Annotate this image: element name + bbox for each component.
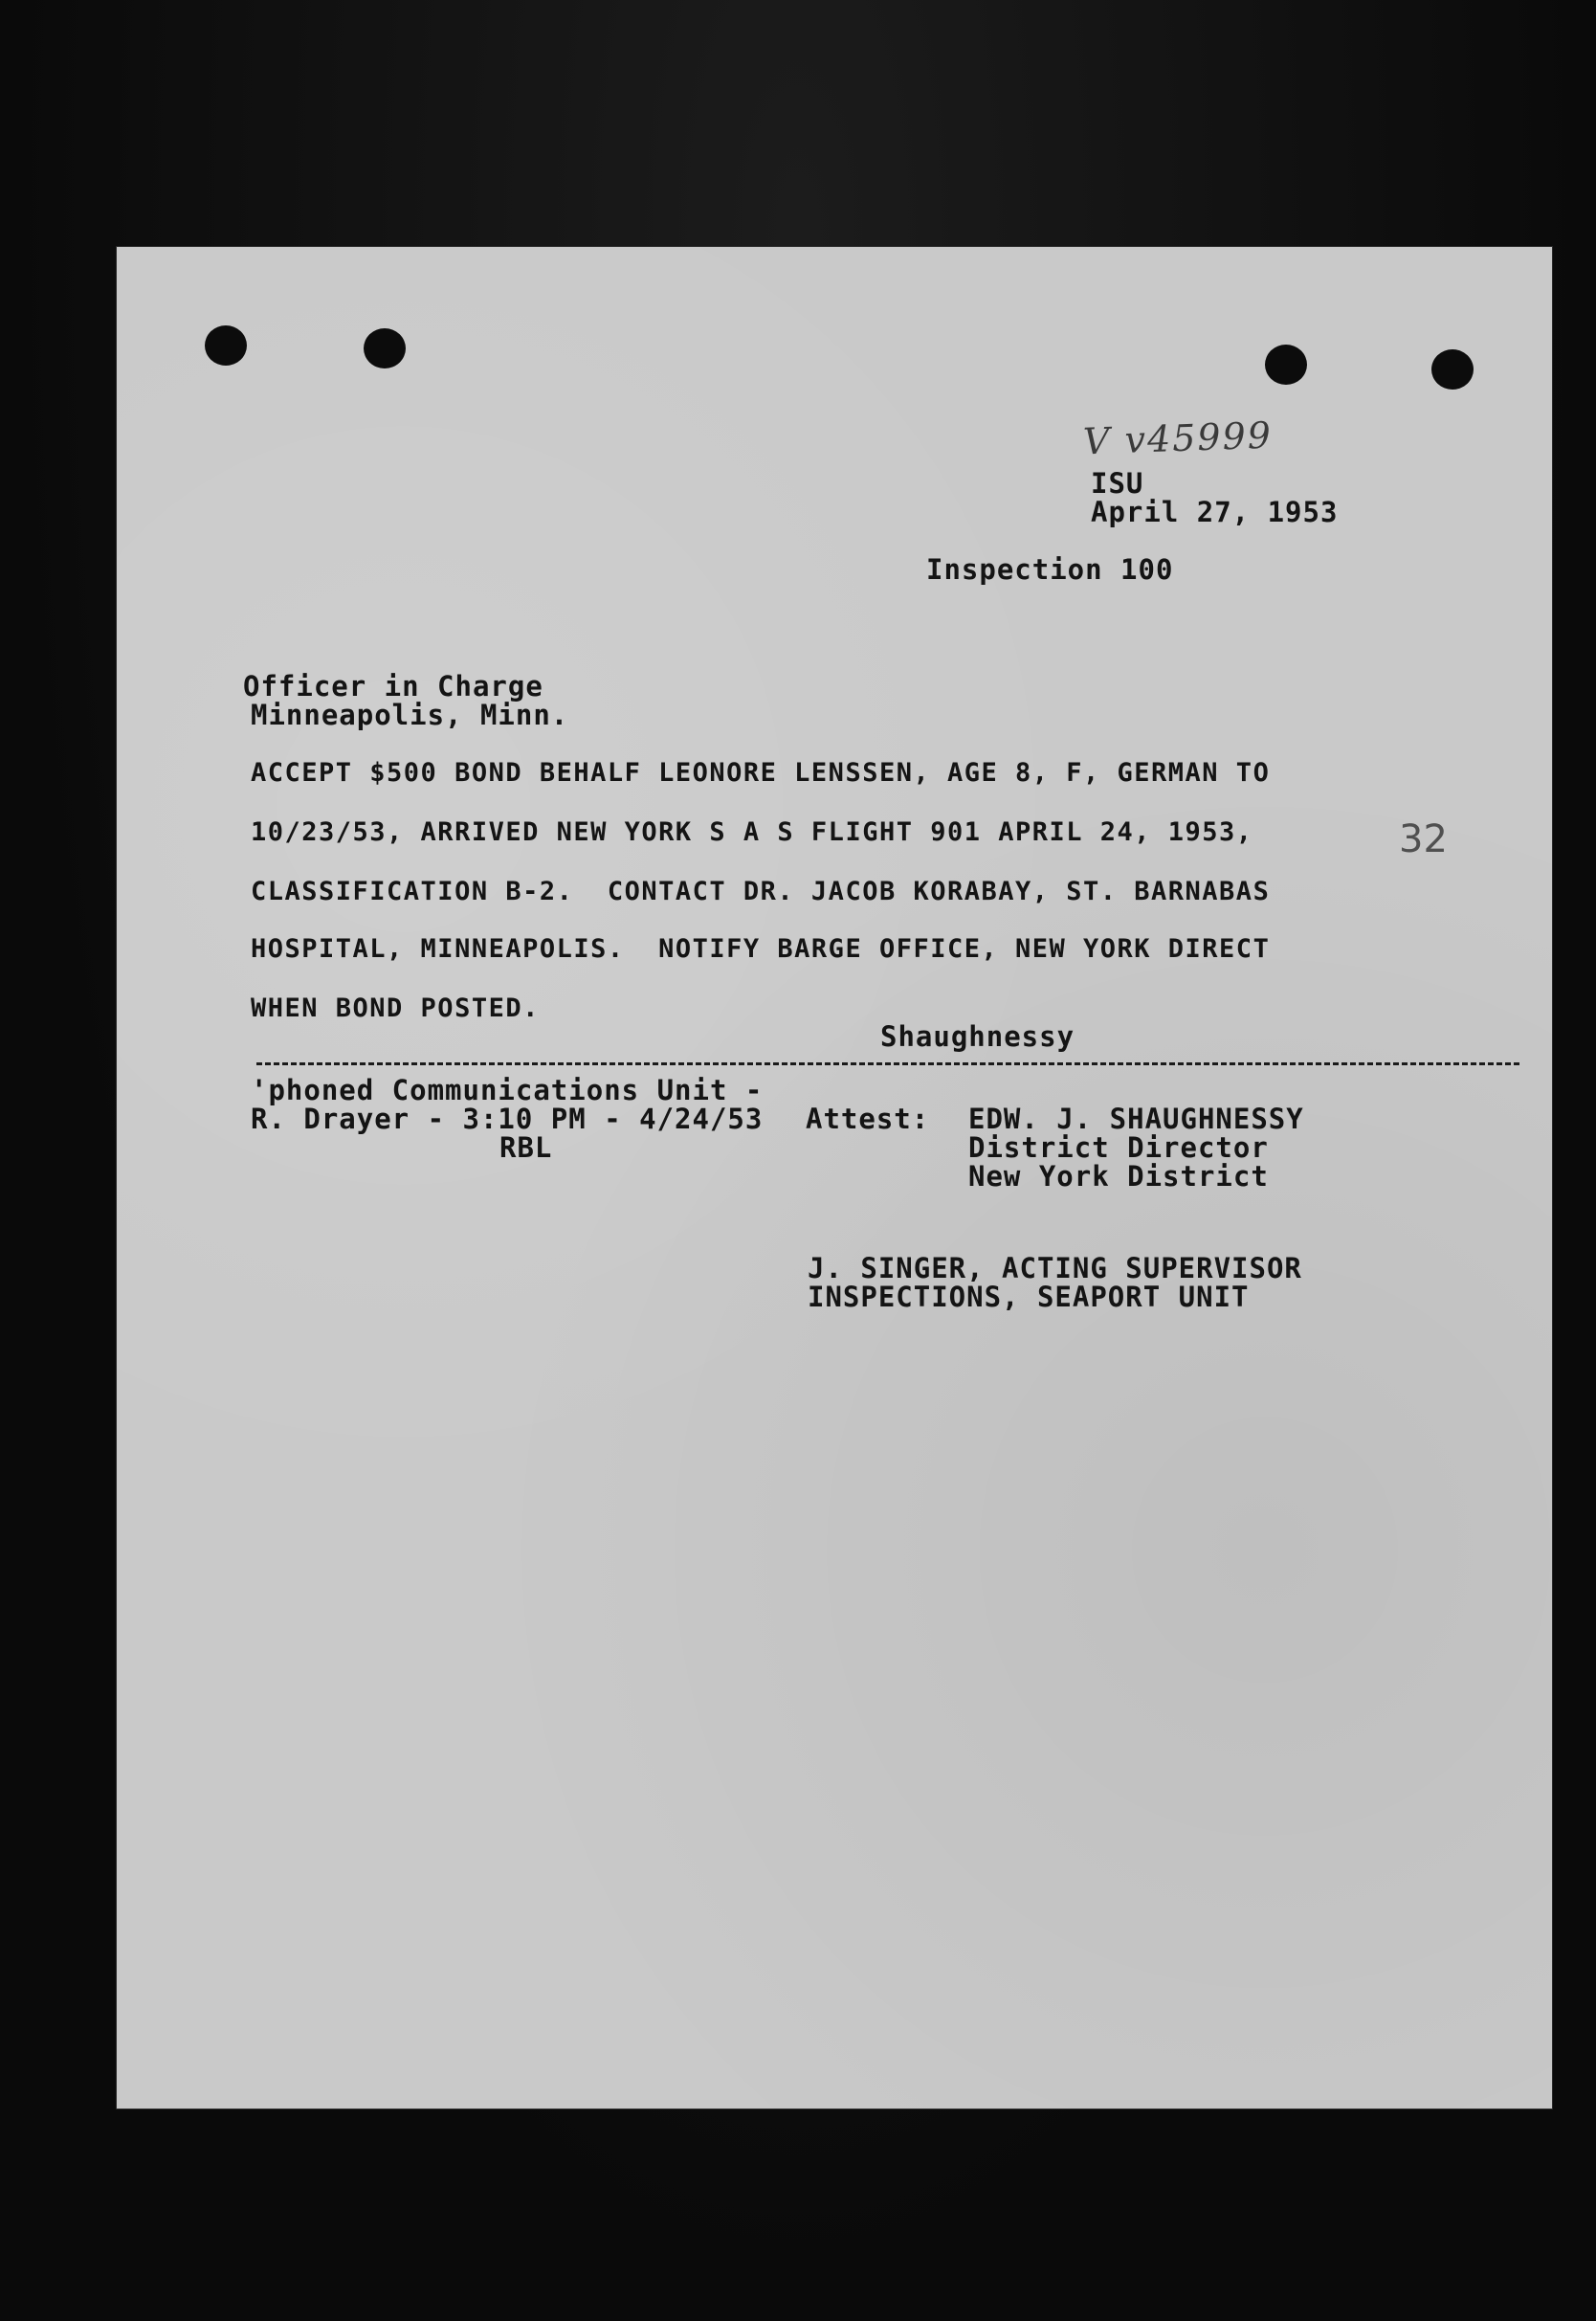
supervisor-line-2: INSPECTIONS, SEAPORT UNIT: [808, 1281, 1250, 1313]
punch-hole-1: [205, 325, 247, 366]
typist-initials: RBL: [499, 1131, 553, 1164]
inspection-reference: Inspection 100: [926, 553, 1174, 586]
body-line: HOSPITAL, MINNEAPOLIS. NOTIFY BARGE OFFICE, NEW YORK DIRECT: [251, 934, 1271, 964]
attest-title: District Director: [968, 1131, 1269, 1164]
body-line: 10/23/53, ARRIVED NEW YORK S A S FLIGHT 901 APRIL 24, 1953,: [251, 817, 1253, 847]
page-number: 32: [1399, 817, 1448, 861]
phoned-by-line: R. Drayer - 3:10 PM - 4/24/53: [251, 1103, 764, 1135]
addressee-line-2: Minneapolis, Minn.: [251, 699, 569, 731]
supervisor-line-1: J. SINGER, ACTING SUPERVISOR: [808, 1252, 1302, 1284]
attest-label: Attest:: [806, 1103, 930, 1135]
punch-hole-2: [364, 328, 406, 368]
punch-hole-3: [1265, 345, 1307, 385]
punch-hole-4: [1431, 349, 1474, 390]
dashed-separator: [256, 1062, 1519, 1065]
document-date: April 27, 1953: [1091, 496, 1339, 528]
body-line: WHEN BOND POSTED.: [251, 993, 540, 1023]
attest-name: EDW. J. SHAUGHNESSY: [968, 1103, 1304, 1135]
handwritten-reference: V v45999: [1082, 413, 1274, 463]
body-line: CLASSIFICATION B-2. CONTACT DR. JACOB KORABAY, ST. BARNABAS: [251, 877, 1271, 906]
phoned-note: 'phoned Communications Unit -: [251, 1074, 764, 1106]
typed-signature: Shaughnessy: [880, 1020, 1075, 1053]
body-line: ACCEPT $500 BOND BEHALF LEONORE LENSSEN, AGE 8, F, GERMAN TO: [251, 758, 1271, 788]
attest-district: New York District: [968, 1160, 1269, 1193]
addressee-line-1: Officer in Charge: [243, 670, 543, 703]
office-code: ISU: [1091, 467, 1144, 500]
